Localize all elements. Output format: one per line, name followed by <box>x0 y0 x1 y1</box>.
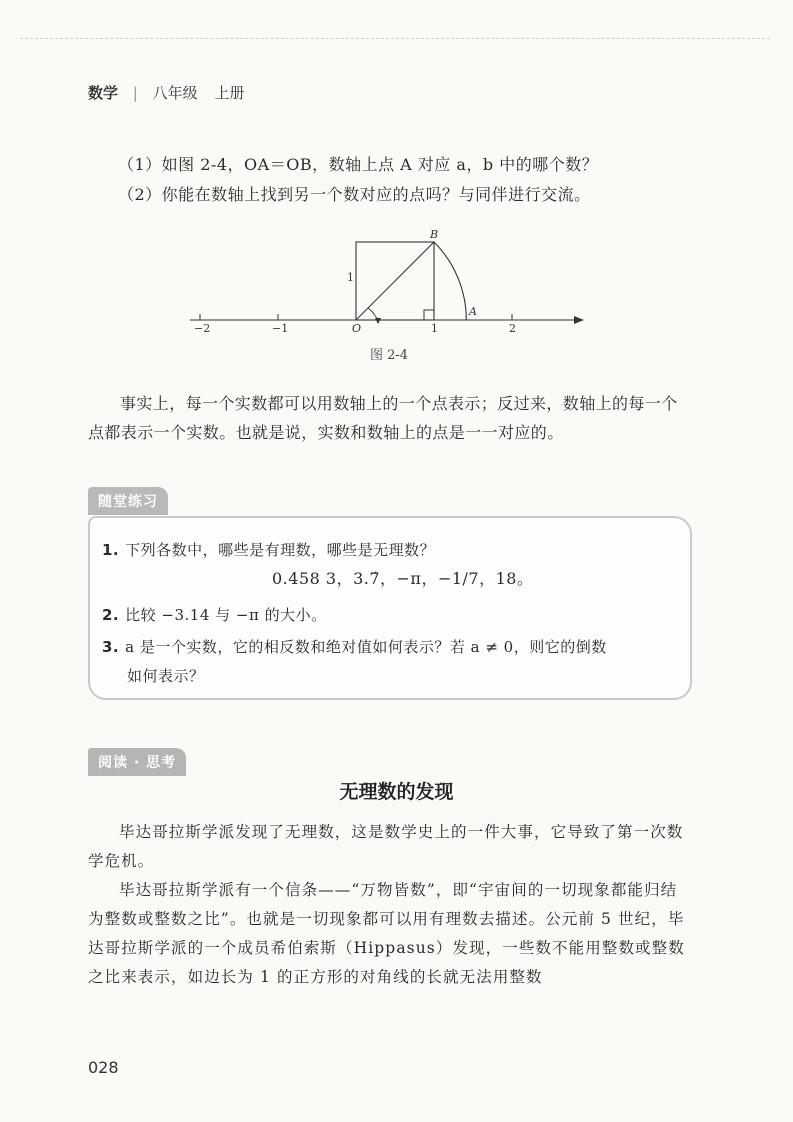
rotation-arrow-head-icon <box>375 318 381 324</box>
right-angle-mark <box>424 310 434 320</box>
tick-label-1: 1 <box>431 322 438 333</box>
figure-caption: 图 2-4 <box>370 348 409 363</box>
axis-arrow-icon <box>574 316 584 324</box>
question-2: （2）你能在数轴上找到另一个数对应的点吗？与同伴进行交流。 <box>118 185 591 204</box>
body-paragraph: 事实上，每一个实数都可以用数轴上的一个点表示；反过来，数轴上的每一个点都表示一个实数。也就是说，实数和数轴上的点是一一对应的。 <box>88 394 678 442</box>
arc-b-to-a <box>434 242 466 320</box>
question-1: （1）如图 2-4，OA＝OB，数轴上点 A 对应 a，b 中的哪个数？ <box>118 155 599 174</box>
exercise-math-line: 0.458 3，3.7̇，−π，−1/7，18。 <box>272 569 534 588</box>
exercise-item-3 <box>102 636 607 657</box>
header-separator: | <box>132 84 138 102</box>
tick-label-neg2: −2 <box>194 322 211 333</box>
exercise-item-1 <box>102 539 435 560</box>
tick-label-neg1: −1 <box>272 322 289 333</box>
article-title: 无理数的发现 <box>339 781 454 803</box>
exercise-text-1: 下列各数中，哪些是有理数，哪些是无理数？ <box>125 541 436 559</box>
exercise-num-3: 3. <box>102 638 120 656</box>
header-grade: 八年级 <box>152 84 198 102</box>
page-header <box>88 82 244 103</box>
label-o: O <box>352 322 362 333</box>
exercise-item-3-continued: 如何表示？ <box>127 667 205 685</box>
header-subject: 数学 <box>88 84 119 102</box>
top-dashed-rule <box>20 38 770 39</box>
exercise-text-2: 比较 −3.14 与 −π 的大小。 <box>125 606 327 624</box>
tick-label-2: 2 <box>509 322 516 333</box>
diagonal-ob <box>356 242 434 320</box>
page-number: 028 <box>88 1058 119 1077</box>
label-a: A <box>469 305 477 318</box>
article-paragraph-2: 毕达哥拉斯学派有一个信条——“万物皆数”，即“宇宙间的一切现象都能归结为整数或整数之比”。也就是一切现象都可以用有理数去描述。公元前 5 世纪，毕达哥拉斯学派的一个成员希伯索斯（Hippasus）发现，一些数不能用整数或整数之比来表示，如边长为 1 的正方形的对角线的长就无法用整数 <box>88 881 685 986</box>
exercise-tag: 随堂练习 <box>88 487 168 515</box>
header-volume: 上册 <box>214 84 245 102</box>
exercise-num-2: 2. <box>102 606 120 624</box>
article-paragraph-1: 毕达哥拉斯学派发现了无理数，这是数学史上的一件大事，它导致了第一次数学危机。 <box>88 823 684 870</box>
label-side-1: 1 <box>347 271 354 284</box>
reading-tag: 阅读 · 思考 <box>88 748 186 776</box>
exercise-num-1: 1. <box>102 541 120 559</box>
label-b: B <box>430 228 439 241</box>
exercise-text-3: a 是一个实数，它的相反数和绝对值如何表示？若 a ≠ 0，则它的倒数 <box>125 638 607 656</box>
exercise-item-2 <box>102 604 327 625</box>
number-line-figure <box>180 218 590 333</box>
